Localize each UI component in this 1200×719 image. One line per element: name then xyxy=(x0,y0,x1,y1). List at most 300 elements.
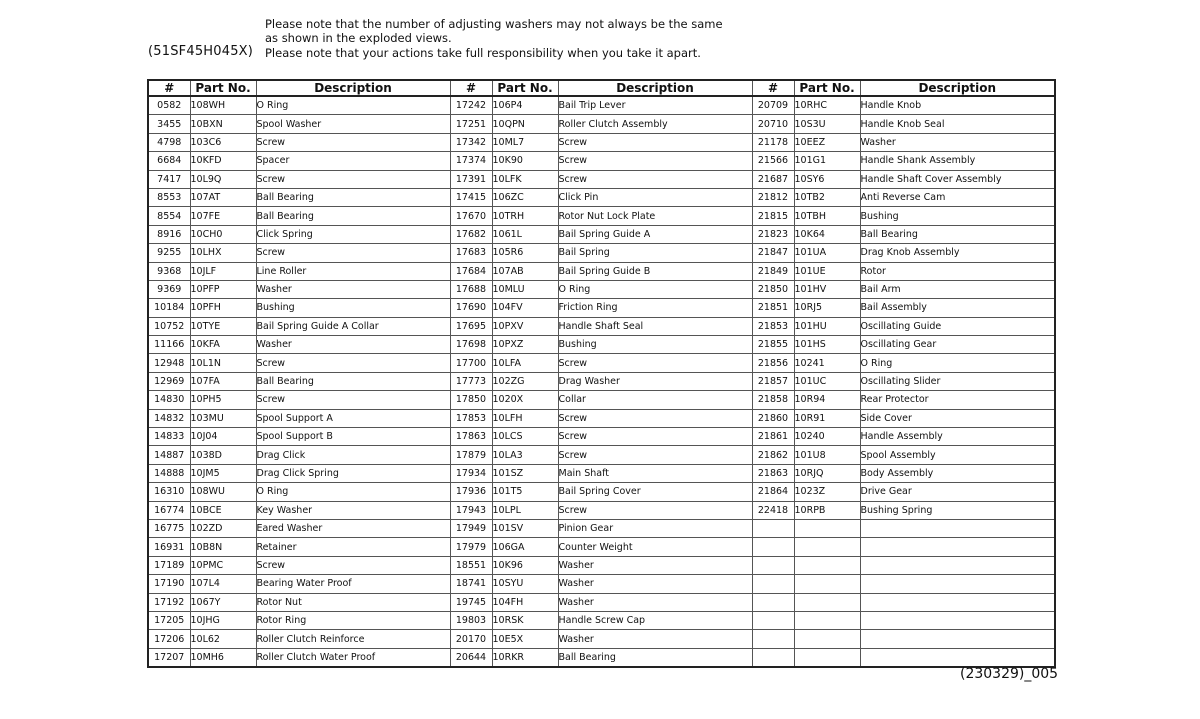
part-no-cell: 107AB xyxy=(492,262,558,280)
part-no-cell: 10PFH xyxy=(190,299,256,317)
table-row xyxy=(148,538,1055,556)
part-no-cell: 10TBH xyxy=(794,207,860,225)
description-cell: O Ring xyxy=(860,354,1055,372)
part-no-cell: 10JM5 xyxy=(190,464,256,482)
part-number-cell: 9369 xyxy=(148,280,190,298)
part-number-cell: 17690 xyxy=(450,299,492,317)
part-no-cell: 1067Y xyxy=(190,593,256,611)
part-number-cell xyxy=(752,648,794,667)
table-row xyxy=(148,519,1055,537)
description-cell: Bail Arm xyxy=(860,280,1055,298)
parts-table xyxy=(147,79,1056,668)
description-cell: Bail Spring Cover xyxy=(558,483,752,501)
part-number-cell: 16931 xyxy=(148,538,190,556)
part-number-cell: 21566 xyxy=(752,152,794,170)
part-no-cell: 1061L xyxy=(492,225,558,243)
part-number-cell: 21850 xyxy=(752,280,794,298)
part-no-cell: 10QPN xyxy=(492,115,558,133)
part-no-cell: 10BXN xyxy=(190,115,256,133)
part-no-cell: 10SY6 xyxy=(794,170,860,188)
description-cell: Screw xyxy=(558,446,752,464)
part-number-cell: 9255 xyxy=(148,244,190,262)
description-cell: Screw xyxy=(256,354,450,372)
part-number-cell: 22418 xyxy=(752,501,794,519)
part-no-cell xyxy=(794,630,860,648)
part-no-cell: 106GA xyxy=(492,538,558,556)
part-number-cell: 16774 xyxy=(148,501,190,519)
description-cell: Anti Reverse Cam xyxy=(860,188,1055,206)
part-no-cell: 10K64 xyxy=(794,225,860,243)
description-cell xyxy=(860,593,1055,611)
part-number-cell: 18741 xyxy=(450,575,492,593)
part-number-cell xyxy=(752,630,794,648)
part-number-cell: 10184 xyxy=(148,299,190,317)
part-no-cell: 10KFA xyxy=(190,336,256,354)
table-row xyxy=(148,354,1055,372)
part-no-cell: 10PMC xyxy=(190,556,256,574)
part-no-cell: 10TYE xyxy=(190,317,256,335)
part-no-cell: 10LPL xyxy=(492,501,558,519)
description-cell: Drag Click Spring xyxy=(256,464,450,482)
description-cell: Screw xyxy=(558,428,752,446)
part-no-cell: 10RPB xyxy=(794,501,860,519)
part-number-cell: 8554 xyxy=(148,207,190,225)
description-cell: Friction Ring xyxy=(558,299,752,317)
part-no-cell: 10JHG xyxy=(190,611,256,629)
description-cell: Bushing xyxy=(860,207,1055,225)
part-number-cell: 21856 xyxy=(752,354,794,372)
part-no-cell: 101UE xyxy=(794,262,860,280)
col-header-part-no: Part No. xyxy=(794,80,860,96)
part-no-cell: 10J04 xyxy=(190,428,256,446)
description-cell: Oscillating Slider xyxy=(860,372,1055,390)
part-no-cell: 10RJQ xyxy=(794,464,860,482)
description-cell: Bearing Water Proof xyxy=(256,575,450,593)
part-number-cell: 17190 xyxy=(148,575,190,593)
part-number-cell: 16775 xyxy=(148,519,190,537)
description-cell: Screw xyxy=(256,556,450,574)
description-cell: Screw xyxy=(558,354,752,372)
description-cell: Screw xyxy=(256,133,450,151)
description-cell: Pinion Gear xyxy=(558,519,752,537)
part-no-cell: 10SYU xyxy=(492,575,558,593)
part-number-cell: 3455 xyxy=(148,115,190,133)
description-cell: Bail Trip Lever xyxy=(558,96,752,115)
part-number-cell: 17207 xyxy=(148,648,190,667)
part-no-cell: 10R91 xyxy=(794,409,860,427)
part-number-cell: 17189 xyxy=(148,556,190,574)
part-number-cell: 8553 xyxy=(148,188,190,206)
part-number-cell: 17682 xyxy=(450,225,492,243)
part-no-cell: 102ZG xyxy=(492,372,558,390)
description-cell: Roller Clutch Reinforce xyxy=(256,630,450,648)
part-no-cell: 10LFK xyxy=(492,170,558,188)
description-cell: Rotor xyxy=(860,262,1055,280)
description-cell: Bail Spring Guide B xyxy=(558,262,752,280)
description-cell: Ball Bearing xyxy=(860,225,1055,243)
part-number-cell: 6684 xyxy=(148,152,190,170)
part-no-cell: 10RHC xyxy=(794,96,860,115)
table-row xyxy=(148,299,1055,317)
part-no-cell xyxy=(794,648,860,667)
table-row xyxy=(148,336,1055,354)
model-label: (51SF45H045X) xyxy=(148,44,254,59)
table-row xyxy=(148,280,1055,298)
description-cell xyxy=(860,538,1055,556)
description-cell: Bail Spring Guide A xyxy=(558,225,752,243)
part-number-cell: 21823 xyxy=(752,225,794,243)
part-no-cell: 10E5X xyxy=(492,630,558,648)
col-header-part-no: Part No. xyxy=(492,80,558,96)
part-no-cell: 10K96 xyxy=(492,556,558,574)
part-no-cell xyxy=(794,593,860,611)
part-number-cell: 11166 xyxy=(148,336,190,354)
part-no-cell: 106P4 xyxy=(492,96,558,115)
part-number-cell: 17242 xyxy=(450,96,492,115)
table-row xyxy=(148,428,1055,446)
description-cell: Roller Clutch Water Proof xyxy=(256,648,450,667)
description-cell: Key Washer xyxy=(256,501,450,519)
part-no-cell: 10B8N xyxy=(190,538,256,556)
description-cell: Drag Washer xyxy=(558,372,752,390)
part-number-cell: 14832 xyxy=(148,409,190,427)
part-number-cell: 20170 xyxy=(450,630,492,648)
description-cell: Handle Shaft Cover Assembly xyxy=(860,170,1055,188)
part-no-cell: 107FA xyxy=(190,372,256,390)
description-cell xyxy=(860,630,1055,648)
table-row xyxy=(148,225,1055,243)
table-row xyxy=(148,372,1055,390)
part-no-cell: 102ZD xyxy=(190,519,256,537)
part-number-cell: 19745 xyxy=(450,593,492,611)
table-row xyxy=(148,611,1055,629)
col-header-part-no: Part No. xyxy=(190,80,256,96)
description-cell: Washer xyxy=(256,280,450,298)
description-cell: Handle Knob xyxy=(860,96,1055,115)
description-cell: Screw xyxy=(558,152,752,170)
description-cell: Click Pin xyxy=(558,188,752,206)
description-cell: Ball Bearing xyxy=(558,648,752,667)
part-number-cell: 17342 xyxy=(450,133,492,151)
part-number-cell: 14833 xyxy=(148,428,190,446)
part-no-cell: 108WH xyxy=(190,96,256,115)
part-number-cell: 17949 xyxy=(450,519,492,537)
note-line-3: Please note that your actions take full responsibility when you take it apart. xyxy=(265,46,701,60)
part-number-cell: 17206 xyxy=(148,630,190,648)
part-number-cell: 17205 xyxy=(148,611,190,629)
part-number-cell: 17698 xyxy=(450,336,492,354)
part-no-cell xyxy=(794,611,860,629)
part-no-cell: 107AT xyxy=(190,188,256,206)
parts-table-body xyxy=(148,96,1055,667)
description-cell: Screw xyxy=(558,133,752,151)
description-cell: Body Assembly xyxy=(860,464,1055,482)
table-row xyxy=(148,115,1055,133)
part-no-cell: 10L1N xyxy=(190,354,256,372)
part-number-cell: 20709 xyxy=(752,96,794,115)
part-number-cell: 17684 xyxy=(450,262,492,280)
part-number-cell: 17934 xyxy=(450,464,492,482)
col-header-number: # xyxy=(148,80,190,96)
part-no-cell: 10PXZ xyxy=(492,336,558,354)
part-no-cell: 10LHX xyxy=(190,244,256,262)
table-row xyxy=(148,244,1055,262)
table-row xyxy=(148,630,1055,648)
part-no-cell: 107FE xyxy=(190,207,256,225)
part-no-cell: 10ML7 xyxy=(492,133,558,151)
table-row xyxy=(148,556,1055,574)
part-no-cell: 10LFA xyxy=(492,354,558,372)
table-row xyxy=(148,483,1055,501)
description-cell: Retainer xyxy=(256,538,450,556)
part-no-cell: 10R94 xyxy=(794,391,860,409)
part-no-cell: 1020X xyxy=(492,391,558,409)
part-number-cell xyxy=(752,556,794,574)
description-cell: Side Cover xyxy=(860,409,1055,427)
part-no-cell: 10PFP xyxy=(190,280,256,298)
part-number-cell: 21687 xyxy=(752,170,794,188)
description-cell: Washer xyxy=(558,556,752,574)
part-no-cell xyxy=(794,538,860,556)
part-no-cell: 10KFD xyxy=(190,152,256,170)
part-number-cell: 17688 xyxy=(450,280,492,298)
part-no-cell: 10CH0 xyxy=(190,225,256,243)
table-row xyxy=(148,133,1055,151)
part-number-cell: 21857 xyxy=(752,372,794,390)
description-cell: Bail Assembly xyxy=(860,299,1055,317)
part-no-cell: 10S3U xyxy=(794,115,860,133)
part-number-cell: 21860 xyxy=(752,409,794,427)
part-number-cell: 21862 xyxy=(752,446,794,464)
col-header-description: Description xyxy=(256,80,450,96)
description-cell: Spool Washer xyxy=(256,115,450,133)
part-no-cell: 107L4 xyxy=(190,575,256,593)
description-cell: Washer xyxy=(860,133,1055,151)
table-row xyxy=(148,152,1055,170)
description-cell: Spacer xyxy=(256,152,450,170)
part-number-cell xyxy=(752,611,794,629)
note-line-1: Please note that the number of adjusting washers may not always be the same xyxy=(265,17,723,31)
table-row xyxy=(148,593,1055,611)
part-number-cell: 21849 xyxy=(752,262,794,280)
part-no-cell xyxy=(794,575,860,593)
part-number-cell: 21815 xyxy=(752,207,794,225)
part-number-cell: 9368 xyxy=(148,262,190,280)
description-cell: Bail Spring xyxy=(558,244,752,262)
description-cell: Handle Knob Seal xyxy=(860,115,1055,133)
description-cell: Washer xyxy=(558,593,752,611)
part-no-cell: 101SV xyxy=(492,519,558,537)
part-number-cell xyxy=(752,593,794,611)
part-number-cell: 17936 xyxy=(450,483,492,501)
description-cell: Washer xyxy=(558,575,752,593)
part-number-cell: 17670 xyxy=(450,207,492,225)
part-no-cell: 103MU xyxy=(190,409,256,427)
part-number-cell: 21851 xyxy=(752,299,794,317)
part-number-cell: 4798 xyxy=(148,133,190,151)
table-header-row xyxy=(148,80,1055,96)
table-row xyxy=(148,648,1055,667)
description-cell: Ball Bearing xyxy=(256,207,450,225)
description-cell: Counter Weight xyxy=(558,538,752,556)
part-number-cell: 12969 xyxy=(148,372,190,390)
part-no-cell: 103C6 xyxy=(190,133,256,151)
part-number-cell: 17391 xyxy=(450,170,492,188)
part-number-cell: 14887 xyxy=(148,446,190,464)
part-number-cell: 17374 xyxy=(450,152,492,170)
description-cell: Handle Shaft Seal xyxy=(558,317,752,335)
part-number-cell: 8916 xyxy=(148,225,190,243)
description-cell: Drive Gear xyxy=(860,483,1055,501)
description-cell: O Ring xyxy=(558,280,752,298)
part-no-cell: 10LFH xyxy=(492,409,558,427)
description-cell xyxy=(860,575,1055,593)
table-row xyxy=(148,262,1055,280)
part-number-cell: 17943 xyxy=(450,501,492,519)
part-number-cell: 12948 xyxy=(148,354,190,372)
part-no-cell: 101HU xyxy=(794,317,860,335)
description-cell: Drag Click xyxy=(256,446,450,464)
part-no-cell: 106ZC xyxy=(492,188,558,206)
part-no-cell: 10L62 xyxy=(190,630,256,648)
description-cell: Handle Screw Cap xyxy=(558,611,752,629)
table-row xyxy=(148,409,1055,427)
description-cell: O Ring xyxy=(256,483,450,501)
part-number-cell: 17700 xyxy=(450,354,492,372)
note-line-2: as shown in the exploded views. xyxy=(265,31,452,45)
description-cell: Rotor Ring xyxy=(256,611,450,629)
part-number-cell: 19803 xyxy=(450,611,492,629)
part-number-cell: 0582 xyxy=(148,96,190,115)
part-no-cell: 101UC xyxy=(794,372,860,390)
part-no-cell: 104FH xyxy=(492,593,558,611)
col-header-number: # xyxy=(752,80,794,96)
part-number-cell: 17683 xyxy=(450,244,492,262)
part-no-cell: 10MH6 xyxy=(190,648,256,667)
description-cell xyxy=(860,556,1055,574)
description-cell: Screw xyxy=(256,391,450,409)
table-row xyxy=(148,317,1055,335)
description-cell: Ball Bearing xyxy=(256,188,450,206)
part-no-cell: 10240 xyxy=(794,428,860,446)
part-no-cell: 10RSK xyxy=(492,611,558,629)
part-no-cell: 1038D xyxy=(190,446,256,464)
part-no-cell: 101HS xyxy=(794,336,860,354)
part-number-cell: 21847 xyxy=(752,244,794,262)
part-no-cell xyxy=(794,556,860,574)
part-no-cell: 108WU xyxy=(190,483,256,501)
description-cell xyxy=(860,611,1055,629)
part-number-cell: 17251 xyxy=(450,115,492,133)
part-no-cell: 10TRH xyxy=(492,207,558,225)
part-number-cell: 18551 xyxy=(450,556,492,574)
part-no-cell: 101G1 xyxy=(794,152,860,170)
part-number-cell: 17979 xyxy=(450,538,492,556)
description-cell xyxy=(860,648,1055,667)
part-number-cell: 14888 xyxy=(148,464,190,482)
part-number-cell: 17415 xyxy=(450,188,492,206)
description-cell: Collar xyxy=(558,391,752,409)
table-row xyxy=(148,188,1055,206)
part-number-cell: 17863 xyxy=(450,428,492,446)
part-no-cell: 10MLU xyxy=(492,280,558,298)
description-cell: Bushing xyxy=(558,336,752,354)
part-no-cell: 10K90 xyxy=(492,152,558,170)
part-no-cell: 10EEZ xyxy=(794,133,860,151)
part-no-cell: 101SZ xyxy=(492,464,558,482)
description-cell: Washer xyxy=(256,336,450,354)
part-no-cell: 101HV xyxy=(794,280,860,298)
part-no-cell: 105R6 xyxy=(492,244,558,262)
part-no-cell: 10TB2 xyxy=(794,188,860,206)
description-cell: Handle Shank Assembly xyxy=(860,152,1055,170)
description-cell: O Ring xyxy=(256,96,450,115)
description-cell: Oscillating Guide xyxy=(860,317,1055,335)
part-no-cell: 10241 xyxy=(794,354,860,372)
description-cell: Rotor Nut Lock Plate xyxy=(558,207,752,225)
document-code: (230329)_005 xyxy=(960,666,1059,682)
part-number-cell: 21178 xyxy=(752,133,794,151)
table-row xyxy=(148,391,1055,409)
part-no-cell: 10LCS xyxy=(492,428,558,446)
part-no-cell: 104FV xyxy=(492,299,558,317)
description-cell: Screw xyxy=(558,501,752,519)
description-cell: Screw xyxy=(558,170,752,188)
part-number-cell: 17773 xyxy=(450,372,492,390)
part-number-cell: 17879 xyxy=(450,446,492,464)
part-number-cell: 16310 xyxy=(148,483,190,501)
part-number-cell: 21853 xyxy=(752,317,794,335)
part-number-cell: 21855 xyxy=(752,336,794,354)
col-header-description: Description xyxy=(558,80,752,96)
description-cell: Oscillating Gear xyxy=(860,336,1055,354)
description-cell: Spool Support B xyxy=(256,428,450,446)
part-number-cell: 7417 xyxy=(148,170,190,188)
description-cell: Roller Clutch Assembly xyxy=(558,115,752,133)
description-cell: Washer xyxy=(558,630,752,648)
part-number-cell xyxy=(752,575,794,593)
description-cell: Screw xyxy=(256,170,450,188)
table-row xyxy=(148,446,1055,464)
description-cell: Spool Support A xyxy=(256,409,450,427)
part-number-cell: 10752 xyxy=(148,317,190,335)
part-number-cell: 17695 xyxy=(450,317,492,335)
table-row xyxy=(148,170,1055,188)
part-number-cell: 17853 xyxy=(450,409,492,427)
part-no-cell: 1023Z xyxy=(794,483,860,501)
part-number-cell: 20710 xyxy=(752,115,794,133)
description-cell: Ball Bearing xyxy=(256,372,450,390)
description-cell: Spool Assembly xyxy=(860,446,1055,464)
part-no-cell: 101T5 xyxy=(492,483,558,501)
part-no-cell: 10PH5 xyxy=(190,391,256,409)
part-no-cell: 10RKR xyxy=(492,648,558,667)
part-number-cell: 20644 xyxy=(450,648,492,667)
part-number-cell: 21863 xyxy=(752,464,794,482)
description-cell: Bushing xyxy=(256,299,450,317)
part-number-cell: 17850 xyxy=(450,391,492,409)
part-number-cell: 21864 xyxy=(752,483,794,501)
part-no-cell: 10BCE xyxy=(190,501,256,519)
description-cell: Drag Knob Assembly xyxy=(860,244,1055,262)
part-number-cell xyxy=(752,538,794,556)
table-row xyxy=(148,464,1055,482)
description-cell: Handle Assembly xyxy=(860,428,1055,446)
table-row xyxy=(148,207,1055,225)
table-row xyxy=(148,575,1055,593)
description-cell: Rear Protector xyxy=(860,391,1055,409)
table-row xyxy=(148,501,1055,519)
